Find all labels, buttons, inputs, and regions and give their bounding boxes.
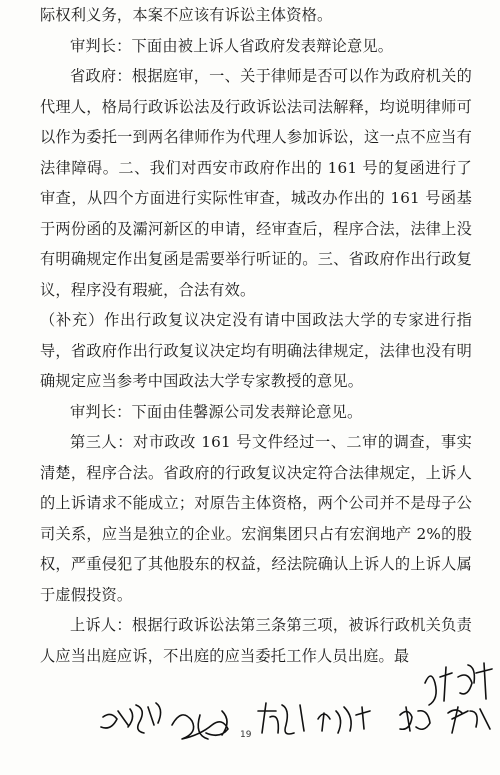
paragraph-6: 第三人：对市政改 161 号文件经过一、二审的调查，事实清楚，程序合法。省政府的行政复议决定符合法律规定，上诉人的上诉请求不能成立；对原告主体资格，两个公司并不是母子公司关系，应当是独立的企业。宏润集团只占有宏润地产 2%的股权，严重侵犯了其他股东的权益，经法院确认上诉人的上诉人属于虚假投资。 — [40, 433, 472, 604]
paragraph-7: 上诉人：根据行政诉讼法第三条第三项，被诉行政机关负责人应当出庭应诉，不出庭的应当委托工作人员出庭。最 — [40, 616, 472, 665]
signatures-drawing — [0, 655, 500, 775]
paragraph-5: 审判长：下面由佳馨源公司发表辩论意见。 — [70, 402, 363, 421]
page-number: 19 — [240, 730, 252, 740]
paragraph-2: 审判长：下面由被上诉人省政府发表辩论意见。 — [70, 36, 394, 55]
document-body — [40, 0, 472, 671]
handwritten-signatures — [0, 655, 500, 775]
paragraph-4: （补充）作出行政复议决定没有请中国政法大学的专家进行指导，省政府作出行政复议决定均有明确法律规定，法律也没有明确规定应当参考中国政法大学专家教授的意见。 — [40, 311, 472, 390]
paragraph-1: 际权利义务，本案不应该有诉讼主体资格。 — [40, 6, 333, 24]
paragraph-3: 省政府：根据庭审，一、关于律师是否可以作为政府机关的代理人，格局行政诉讼法及行政诉讼法司法解释，均说明律师可以作为委托一到两名律师作为代理人参加诉讼，这一点不应当有法律障碍。二、我们对西安市政府作出的 161 号的复函进行了审查，从四个方面进行实际性审查，城改办作出的 161 号函基于两份函的及灞河新区的申请，经审查后，程序合法，法律上没有明确规定作出复函是需要举行听证的。三、省政府作出行政复议，程序没有瑕疵，合法有效。 — [40, 67, 472, 299]
